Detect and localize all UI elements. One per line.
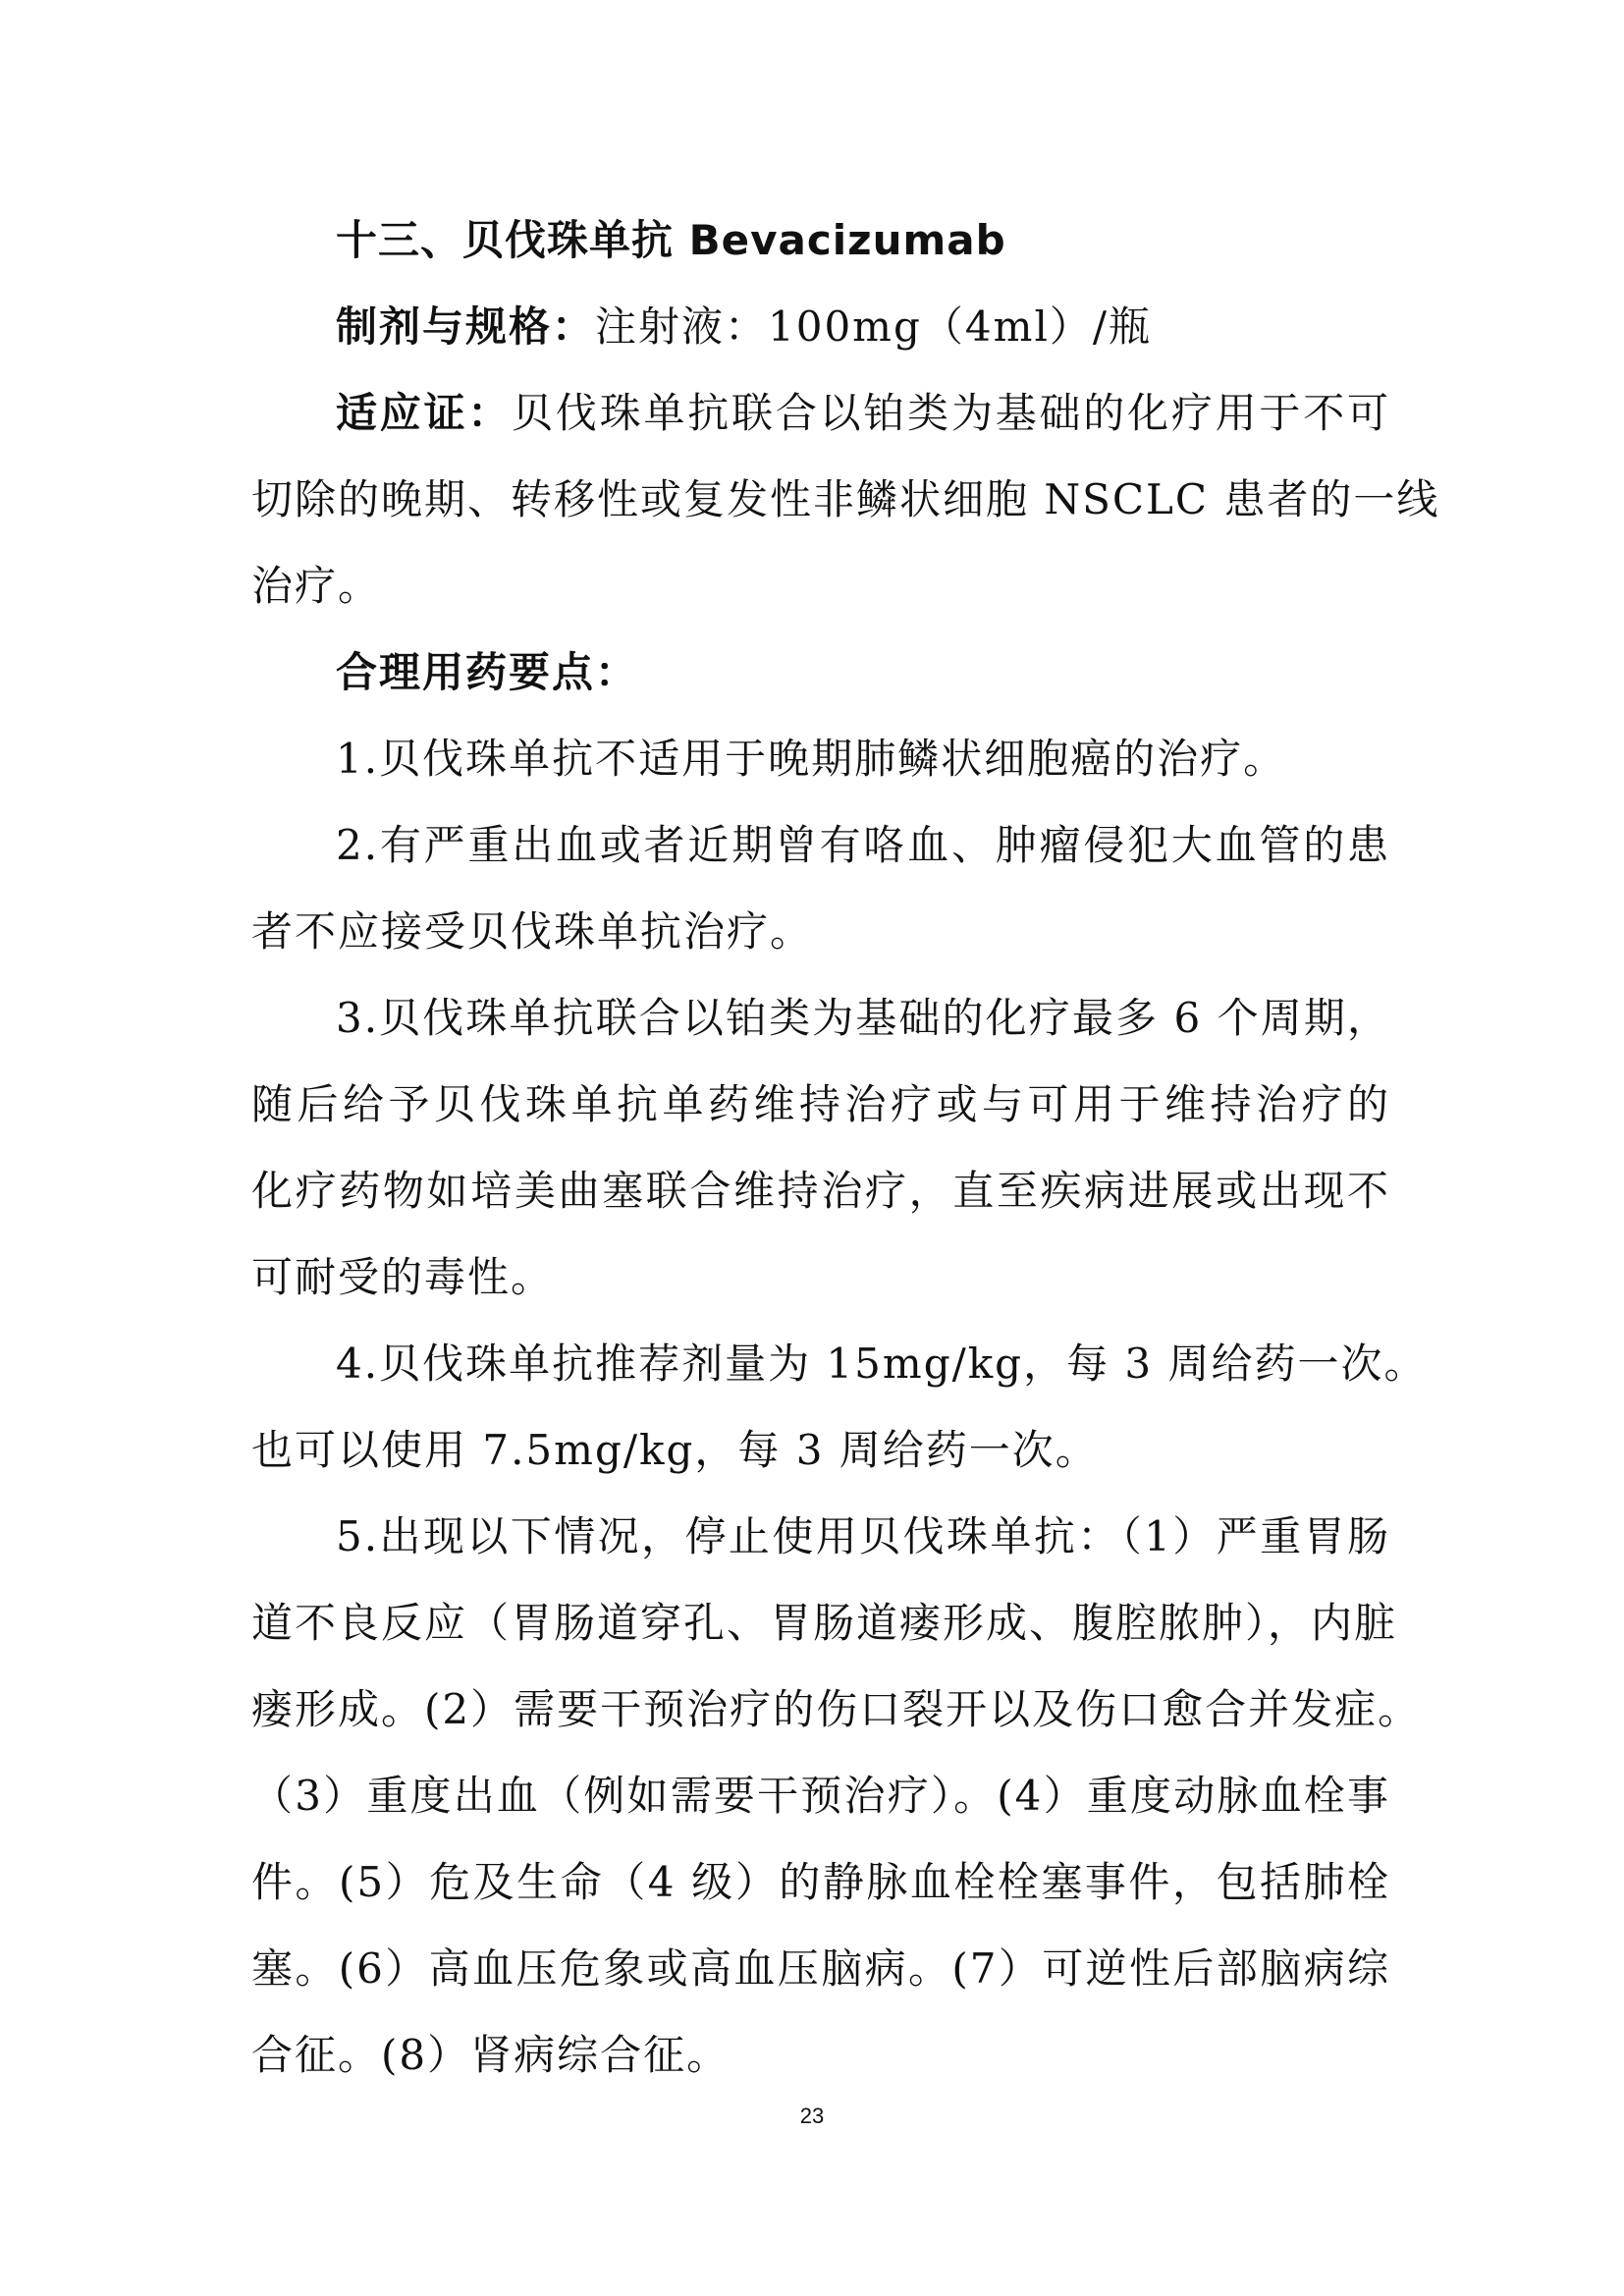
indication-label: 适应证： bbox=[336, 389, 513, 437]
point-4-line-2: 也可以使用 7.5mg/kg，每 3 周给药一次。 bbox=[251, 1426, 1099, 1474]
indication-line-2: 切除的晚期、转移性或复发性非鳞状细胞 NSCLC 患者的一线 bbox=[251, 475, 1440, 523]
point-5-line-3: 瘘形成。(2）需要干预治疗的伤口裂开以及伤口愈合并发症。 bbox=[251, 1685, 1422, 1733]
point-5-line-5: 件。(5）危及生命（4 级）的静脉血栓栓塞事件，包括肺栓 bbox=[251, 1858, 1390, 1906]
specification-label: 制剂与规格： bbox=[336, 302, 596, 351]
point-3-line-3: 化疗药物如培美曲塞联合维持治疗，直至疾病进展或出现不 bbox=[251, 1167, 1390, 1215]
point-4-line-1: 4.贝伐珠单抗推荐剂量为 15mg/kg，每 3 周给药一次。 bbox=[336, 1339, 1428, 1388]
rational-use-heading: 合理用药要点： bbox=[336, 648, 639, 696]
point-3-line-2: 随后给予贝伐珠单抗单药维持治疗或与可用于维持治疗的 bbox=[251, 1080, 1390, 1128]
specification-value: 注射液：100mg（4ml）/瓶 bbox=[595, 302, 1153, 351]
indication-text-1: 贝伐珠单抗联合以铂类为基础的化疗用于不可 bbox=[512, 389, 1390, 437]
point-2-line-2: 者不应接受贝伐珠单抗治疗。 bbox=[251, 907, 814, 956]
point-3-line-4: 可耐受的毒性。 bbox=[251, 1253, 555, 1301]
point-3-line-1: 3.贝伐珠单抗联合以铂类为基础的化疗最多 6 个周期， bbox=[336, 994, 1390, 1042]
indication-line-1 bbox=[336, 384, 1390, 443]
point-5-line-2: 道不良反应（胃肠道穿孔、胃肠道瘘形成、腹腔脓肿），内脏 bbox=[251, 1599, 1398, 1647]
section-heading: 十三、贝伐珠单抗 Bevacizumab bbox=[336, 216, 1006, 264]
indication-line-3: 治疗。 bbox=[251, 562, 382, 610]
point-5-line-6: 塞。(6）高血压危象或高血压脑病。(7）可逆性后部脑病综 bbox=[251, 1944, 1390, 1993]
point-5-line-1: 5.出现以下情况，停止使用贝伐珠单抗：（1）严重胃肠 bbox=[336, 1512, 1390, 1560]
point-5-line-7: 合征。(8）肾病综合征。 bbox=[251, 2031, 731, 2079]
point-2-line-1: 2.有严重出血或者近期曾有咯血、肿瘤侵犯大血管的患 bbox=[336, 821, 1390, 869]
specification-line bbox=[336, 298, 1390, 356]
page-number: 23 bbox=[799, 2104, 825, 2128]
point-1-line-1: 1.贝伐珠单抗不适用于晚期肺鳞状细胞癌的治疗。 bbox=[336, 735, 1287, 783]
point-5-line-4: （3）重度出血（例如需要干预治疗）。(4）重度动脉血栓事 bbox=[251, 1772, 1390, 1820]
